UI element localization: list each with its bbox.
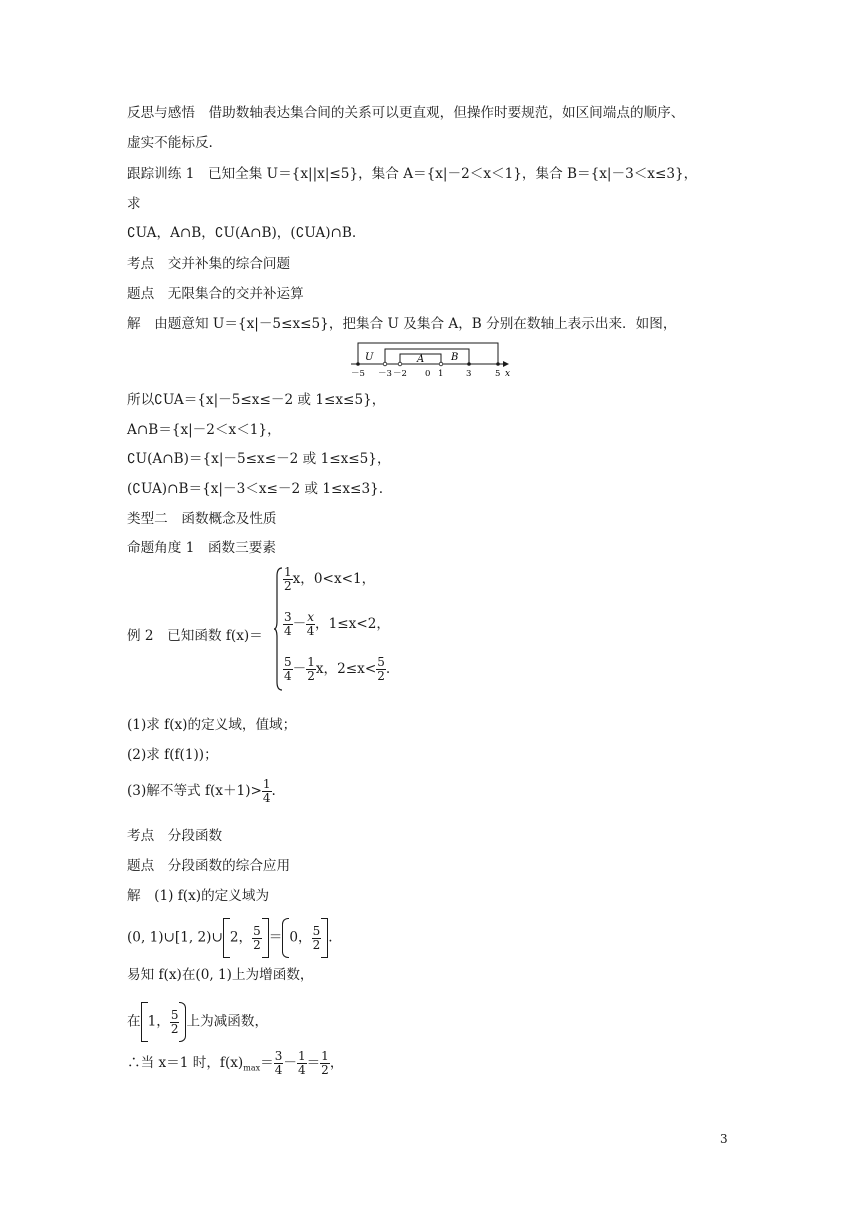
solution-2-line-4: 在 1， $\frac{5}{2}$ 上为减函数， [127, 1002, 268, 1042]
training-line-1: 跟踪训练 1 已知全集 U＝{x||x|≤5}，集合 A＝{x|－2＜x＜1}，集合 B＝{x|－3＜x≤3}， [127, 166, 698, 182]
fraction-five-halves-4: $\frac{5}{2}$ [170, 1007, 179, 1036]
reflection-line-1: 反思与感悟 借助数轴表达集合间的关系可以更直观，但操作时要规范，如区间端点的顺序、 [127, 105, 685, 121]
case-1: $\frac{1}{2}$ x，0<x<1， [284, 565, 376, 593]
label-u: U [365, 352, 374, 363]
point-neg3 [383, 362, 387, 366]
fraction-half: $\frac{1}{2}$ [284, 565, 292, 593]
type-2-heading: 类型二 函数概念及性质 [127, 511, 277, 527]
fraction-five-halves-3: $\frac{5}{2}$ [312, 923, 321, 952]
tidian-1: 题点 无限集合的交并补运算 [127, 286, 304, 302]
point-neg2 [398, 362, 402, 366]
page-number: 3 [720, 1132, 728, 1146]
number-line-figure [345, 340, 520, 380]
solution-2-line-1: 解 (1) f(x)的定义域为 [127, 888, 270, 904]
question-1: (1)求 f(x)的定义域，值域； [127, 717, 297, 733]
example-2-prefix: 例 2 已知函数 f(x)＝ [127, 628, 263, 644]
training-line-2: 求 [127, 196, 141, 212]
solution-2-line-2: (0, 1)∪[1, 2)∪ 2， $\frac{5}{2}$ ＝ 0， $\frac{5}{2}$ . [127, 918, 333, 958]
point-neg5 [356, 362, 360, 366]
tick-neg5: －5 [351, 369, 365, 379]
solution-2-line-5: ∴当 x＝1 时，$f(x)_{max}=$ $\frac{3}{4}$ － $\frac{1}{4}$ ＝ $\frac{1}{2}$ ， [127, 1049, 344, 1077]
solution-1-intro: 解 由题意知 U＝{x|－5≤x≤5}，把集合 U 及集合 A，B 分别在数轴上表示出来．如图， [127, 316, 677, 332]
axis-label-x: x [505, 369, 511, 379]
axis-arrow [503, 361, 509, 367]
point-1 [439, 362, 443, 366]
tidian-2: 题点 分段函数的综合应用 [127, 858, 291, 874]
solution-1-result-2: A∩B＝{x|－2＜x＜1}， [127, 422, 281, 438]
point-3 [467, 362, 471, 366]
fraction-five-halves-2: $\frac{5}{2}$ [253, 923, 261, 952]
tick-5: 5 [495, 369, 501, 379]
fraction-three-quarters-2: $\frac{3}{4}$ [274, 1049, 283, 1077]
question-2: (2)求 f(f(1))； [127, 747, 218, 763]
solution-1-result-3: ∁U(A∩B)＝{x|－5≤x≤－2 或 1≤x≤5}， [127, 451, 391, 467]
fraction-x-over-4: $\frac{x}{4}$ [306, 610, 315, 638]
fraction-half-2: $\frac{1}{2}$ [307, 655, 315, 683]
tick-1: 1 [438, 369, 444, 379]
label-b: B [451, 352, 459, 363]
fraction-half-3: $\frac{1}{2}$ [321, 1049, 329, 1077]
fraction-one-quarter-2: $\frac{1}{4}$ [297, 1049, 306, 1077]
kaodian-1: 考点 交并补集的综合问题 [127, 256, 291, 272]
training-line-3: ∁UA，A∩B，∁U(A∩B)，(∁UA)∩B. [127, 225, 357, 241]
case-2: $\frac{3}{4}$ － $\frac{x}{4}$ ，1≤x<2， [284, 610, 390, 638]
fraction-five-quarters: $\frac{5}{4}$ [284, 655, 292, 683]
tick-0: 0 [425, 369, 431, 379]
reflection-line-2: 虚实不能标反. [127, 135, 213, 151]
tick-neg2: －2 [393, 369, 407, 379]
kaodian-2: 考点 分段函数 [127, 828, 223, 844]
case-3: $\frac{5}{4}$ － $\frac{1}{2}$ x，2≤x< $\frac{5}{2}$ . [284, 655, 391, 683]
label-a: A [417, 354, 425, 365]
point-5 [496, 362, 500, 366]
solution-1-result-1: 所以∁UA＝{x|－5≤x≤－2 或 1≤x≤5}， [127, 392, 386, 408]
question-3: (3)解不等式 f(x＋1)> $\frac{1}{4}$ . [127, 777, 276, 805]
tick-neg3: －3 [378, 369, 392, 379]
angle-1-heading: 命题角度 1 函数三要素 [127, 540, 276, 556]
fraction-five-halves: $\frac{5}{2}$ [377, 655, 385, 683]
fraction-three-quarters: $\frac{3}{4}$ [284, 610, 292, 638]
solution-2-line-3: 易知 f(x)在(0, 1)上为增函数， [127, 967, 314, 983]
fraction-one-quarter: $\frac{1}{4}$ [262, 777, 271, 805]
tick-3: 3 [466, 369, 472, 379]
solution-1-result-4: (∁UA)∩B＝{x|－3＜x≤－2 或 1≤x≤3}. [127, 481, 384, 497]
